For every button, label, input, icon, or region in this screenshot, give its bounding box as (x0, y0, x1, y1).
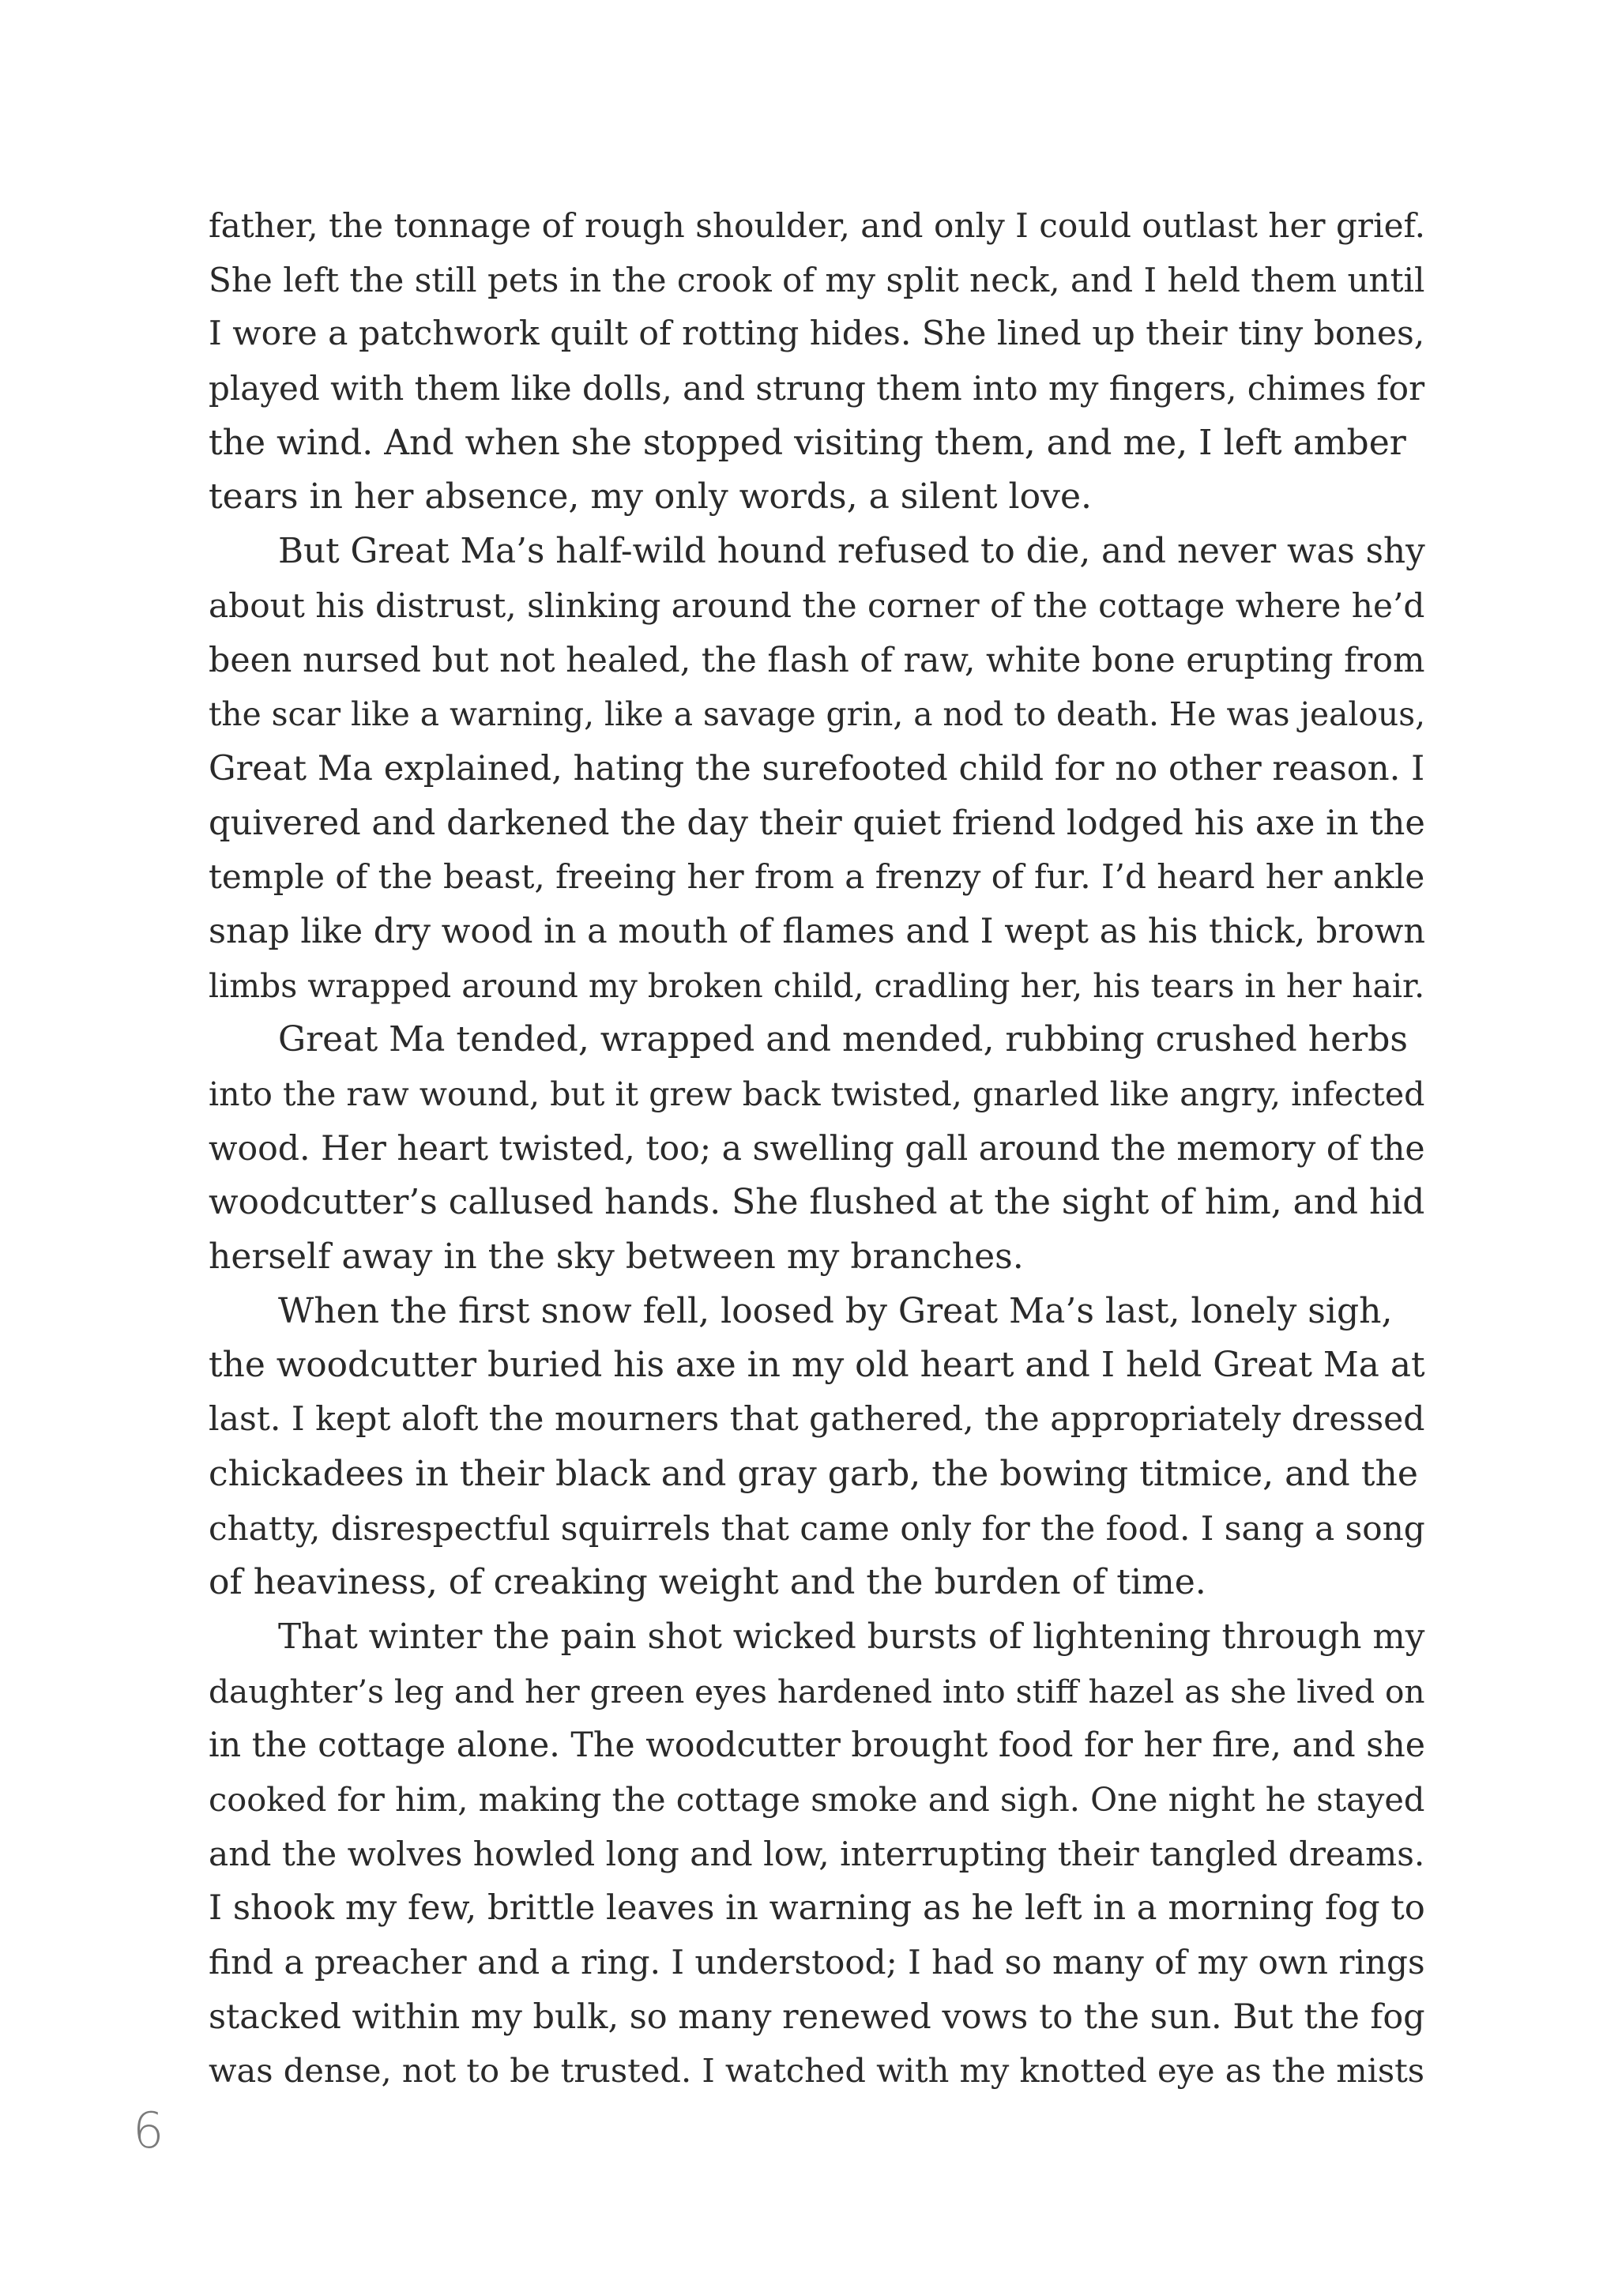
text-line: daughter’s leg and her green eyes hardened into stiff hazel as she lived on (209, 1672, 1425, 1711)
text-line: was dense, not to be trusted. I watched with my knotted eye as the mists (209, 2051, 1425, 2091)
text-line: been nursed but not healed, the flash of raw, white bone erupting from (209, 640, 1425, 680)
text-line: herself away in the sky between my branches. (209, 1236, 1024, 1278)
text-line: the woodcutter buried his axe in my old heart and I held Great Ma at (209, 1345, 1425, 1386)
text-line: Great Ma explained, hating the surefooted child for no other reason. I (209, 748, 1425, 789)
text-line: last. I kept aloft the mourners that gathered, the appropriately dressed (209, 1400, 1425, 1440)
text-line: the wind. And when she stopped visiting them, and me, I left amber (209, 422, 1406, 463)
text-line: tears in her absence, my only words, a silent love. (209, 476, 1093, 518)
text-line: snap like dry wood in a mouth of flames and I wept as his thick, brown (209, 911, 1426, 951)
paragraph-first-line: When the first snow fell, loosed by Great Ma’s last, lonely sigh, (278, 1290, 1393, 1331)
text-line: cooked for him, making the cottage smoke and sigh. One night he stayed (209, 1779, 1425, 1819)
text-line: temple of the beast, freeing her from a frenzy of fur. I’d heard her ankle (209, 857, 1425, 897)
text-line: played with them like dolls, and strung them into my fingers, chimes for (209, 369, 1425, 408)
text-line: into the raw wound, but it grew back twisted, gnarled like angry, infected (209, 1075, 1425, 1113)
text-line: chatty, disrespectful squirrels that came only for the food. I sang a song (209, 1508, 1425, 1548)
text-line: find a preacher and a ring. I understood; I had so many of my own rings (209, 1943, 1425, 1982)
paragraph-first-line: Great Ma tended, wrapped and mended, rubbing crushed herbs (278, 1019, 1408, 1060)
text-line: limbs wrapped around my broken child, cradling her, his tears in her hair. (209, 966, 1425, 1005)
text-line: the scar like a warning, like a savage grin, a nod to death. He was jealous, (209, 695, 1426, 734)
body-text (209, 199, 1425, 2098)
text-line: quivered and darkened the day their quiet friend lodged his axe in the (209, 803, 1425, 843)
text-line: father, the tonnage of rough shoulder, and only I could outlast her grief. (209, 206, 1426, 245)
text-line: chickadees in their black and gray garb, the bowing titmice, and the (209, 1453, 1418, 1494)
text-line: stacked within my bulk, so many renewed vows to the sun. But the fog (209, 1997, 1425, 2037)
text-line: about his distrust, slinking around the corner of the cottage where he’d (209, 585, 1425, 625)
text-line: wood. Her heart twisted, too; a swelling gall around the memory of the (209, 1128, 1425, 1169)
text-line: I wore a patchwork quilt of rotting hides. She lined up their tiny bones, (209, 314, 1425, 354)
paragraph-first-line: That winter the pain shot wicked bursts of lightening through my (278, 1616, 1425, 1657)
text-line: in the cottage alone. The woodcutter brought food for her fire, and she (209, 1726, 1425, 1766)
page-number: 6 (133, 2102, 164, 2159)
text-line: and the wolves howled long and low, interrupting their tangled dreams. (209, 1834, 1425, 1873)
text-line: woodcutter’s callused hands. She flushed at the sight of him, and hid (209, 1182, 1425, 1223)
text-line: She left the still pets in the crook of my split neck, and I held them until (209, 260, 1425, 299)
text-line: of heaviness, of creaking weight and the burden of time. (209, 1562, 1206, 1603)
paragraph-first-line: But Great Ma’s half-wild hound refused to die, and never was shy (278, 532, 1425, 572)
text-line: I shook my few, brittle leaves in warning as he left in a morning fog to (209, 1888, 1425, 1929)
